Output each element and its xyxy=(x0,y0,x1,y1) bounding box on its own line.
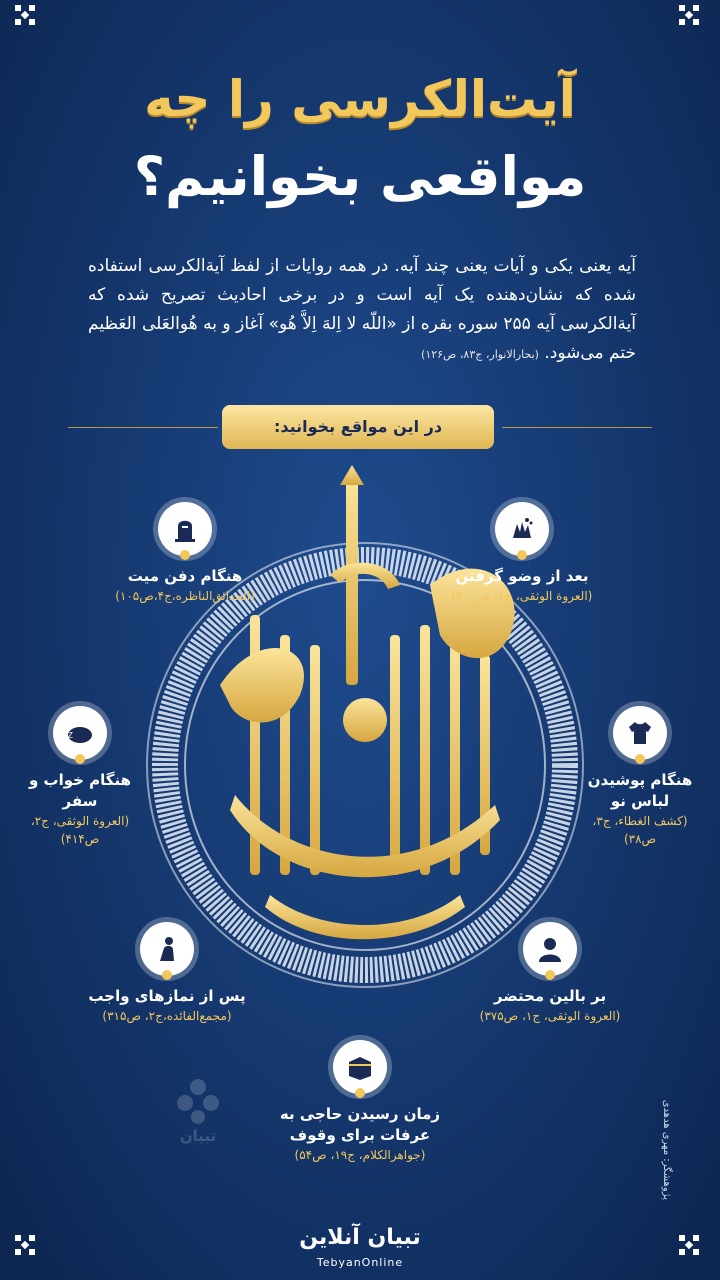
occasion-burial xyxy=(85,502,285,605)
sleep-icon xyxy=(59,718,95,748)
occasion-source: (العروة الوثقی، ج۲، ص۴۱۴) xyxy=(30,814,130,846)
shirt-icon xyxy=(625,718,655,748)
occasion-sleep-travel xyxy=(25,706,135,848)
occasion-source: (کشف الغطاء، ج۳، ص۳۸) xyxy=(592,814,688,846)
badge xyxy=(523,922,577,976)
badge-dot xyxy=(75,754,85,764)
occasion-source: (مجمع‌الفائده،ج۲، ص۳۱۵) xyxy=(102,1009,232,1023)
svg-text:zzZ: zzZ xyxy=(59,731,73,740)
occasion-label: بعد از وضو گرفتن xyxy=(455,567,589,585)
occasion-label: پس از نمازهای واجب xyxy=(88,987,246,1005)
grave-icon xyxy=(170,514,200,544)
badge xyxy=(53,706,107,760)
praying-icon xyxy=(152,934,182,964)
badge-dot xyxy=(355,1088,365,1098)
occasion-source: (الحدائق‌الناظره،ج۴،ص۱۰۵) xyxy=(115,589,255,603)
intro-text: آیه یعنی یکی و آیات یعنی چند آیه. در همه روایات از لفظ آیة‌الکرسی استفاده شده که نشان‌دهنده یک آیه است و در برخی احادیث تصریح شده که آیة‌الکرسی آیه ۲۵۵ سوره بقره از «اللّه لا اِلهَ اِلاَّ هُو» آغاز و به هُوالعَلی العَظیم ختم می‌شود. xyxy=(88,256,637,363)
badge-dot xyxy=(635,754,645,764)
badge xyxy=(158,502,212,556)
page-title-line2: مواقعی بخوانیم؟ xyxy=(133,145,587,208)
occasion-after-prayers xyxy=(62,922,272,1025)
watermark-text: تبیان xyxy=(179,1127,217,1145)
badge xyxy=(140,922,194,976)
occasion-label: بر بالین محتضر xyxy=(493,987,607,1005)
badge-dot xyxy=(517,550,527,560)
corner-ornament xyxy=(678,4,700,26)
occasion-new-clothes xyxy=(580,706,700,848)
tebyan-logo-icon xyxy=(163,1075,233,1125)
occasion-label: هنگام پوشیدن لباس نو xyxy=(587,771,693,810)
occasion-label: هنگام دفن میت xyxy=(127,567,243,585)
badge-dot xyxy=(162,970,172,980)
footer-brand-en: TebyanOnline xyxy=(316,1256,404,1269)
kaaba-icon xyxy=(345,1052,375,1082)
watermark-logo xyxy=(163,1075,233,1155)
occasion-arafat xyxy=(255,1040,465,1164)
occasion-source: (العروة الوثقی، ج۱، ص۲۰۰) xyxy=(451,589,593,603)
occasion-after-wudu xyxy=(412,502,632,605)
badge xyxy=(495,502,549,556)
intro-reference: (بحارالانوار، ج۸۳، ص۱۲۶) xyxy=(421,348,539,361)
badge-dot xyxy=(180,550,190,560)
occasion-dying-bedside xyxy=(450,922,650,1025)
section-label: در این مواقع بخوانید: xyxy=(222,405,494,449)
divider-right xyxy=(502,427,652,428)
occasion-source: (جواهرالکلام، ج۱۹، ص۵۴) xyxy=(294,1148,426,1162)
occasion-label: زمان رسیدن حاجی به عرفات برای وقوف xyxy=(279,1105,441,1144)
hands-washing-icon xyxy=(507,514,537,544)
page-title-line1: آیت‌الکرسی را چه xyxy=(144,70,576,128)
divider-left xyxy=(68,427,218,428)
badge-dot xyxy=(545,970,555,980)
badge xyxy=(613,706,667,760)
corner-ornament xyxy=(14,4,36,26)
occasion-label: هنگام خواب و سفر xyxy=(28,771,132,810)
badge xyxy=(333,1040,387,1094)
person-icon xyxy=(535,934,565,964)
researcher-credit: پژوهشگر: مهری هدهدی xyxy=(661,1099,672,1200)
intro-paragraph xyxy=(88,252,636,369)
footer-brand-fa: تبیان آنلاین xyxy=(299,1225,421,1250)
occasion-source: (العروة الوثقی، ج۱، ص۳۷۵) xyxy=(479,1009,621,1023)
